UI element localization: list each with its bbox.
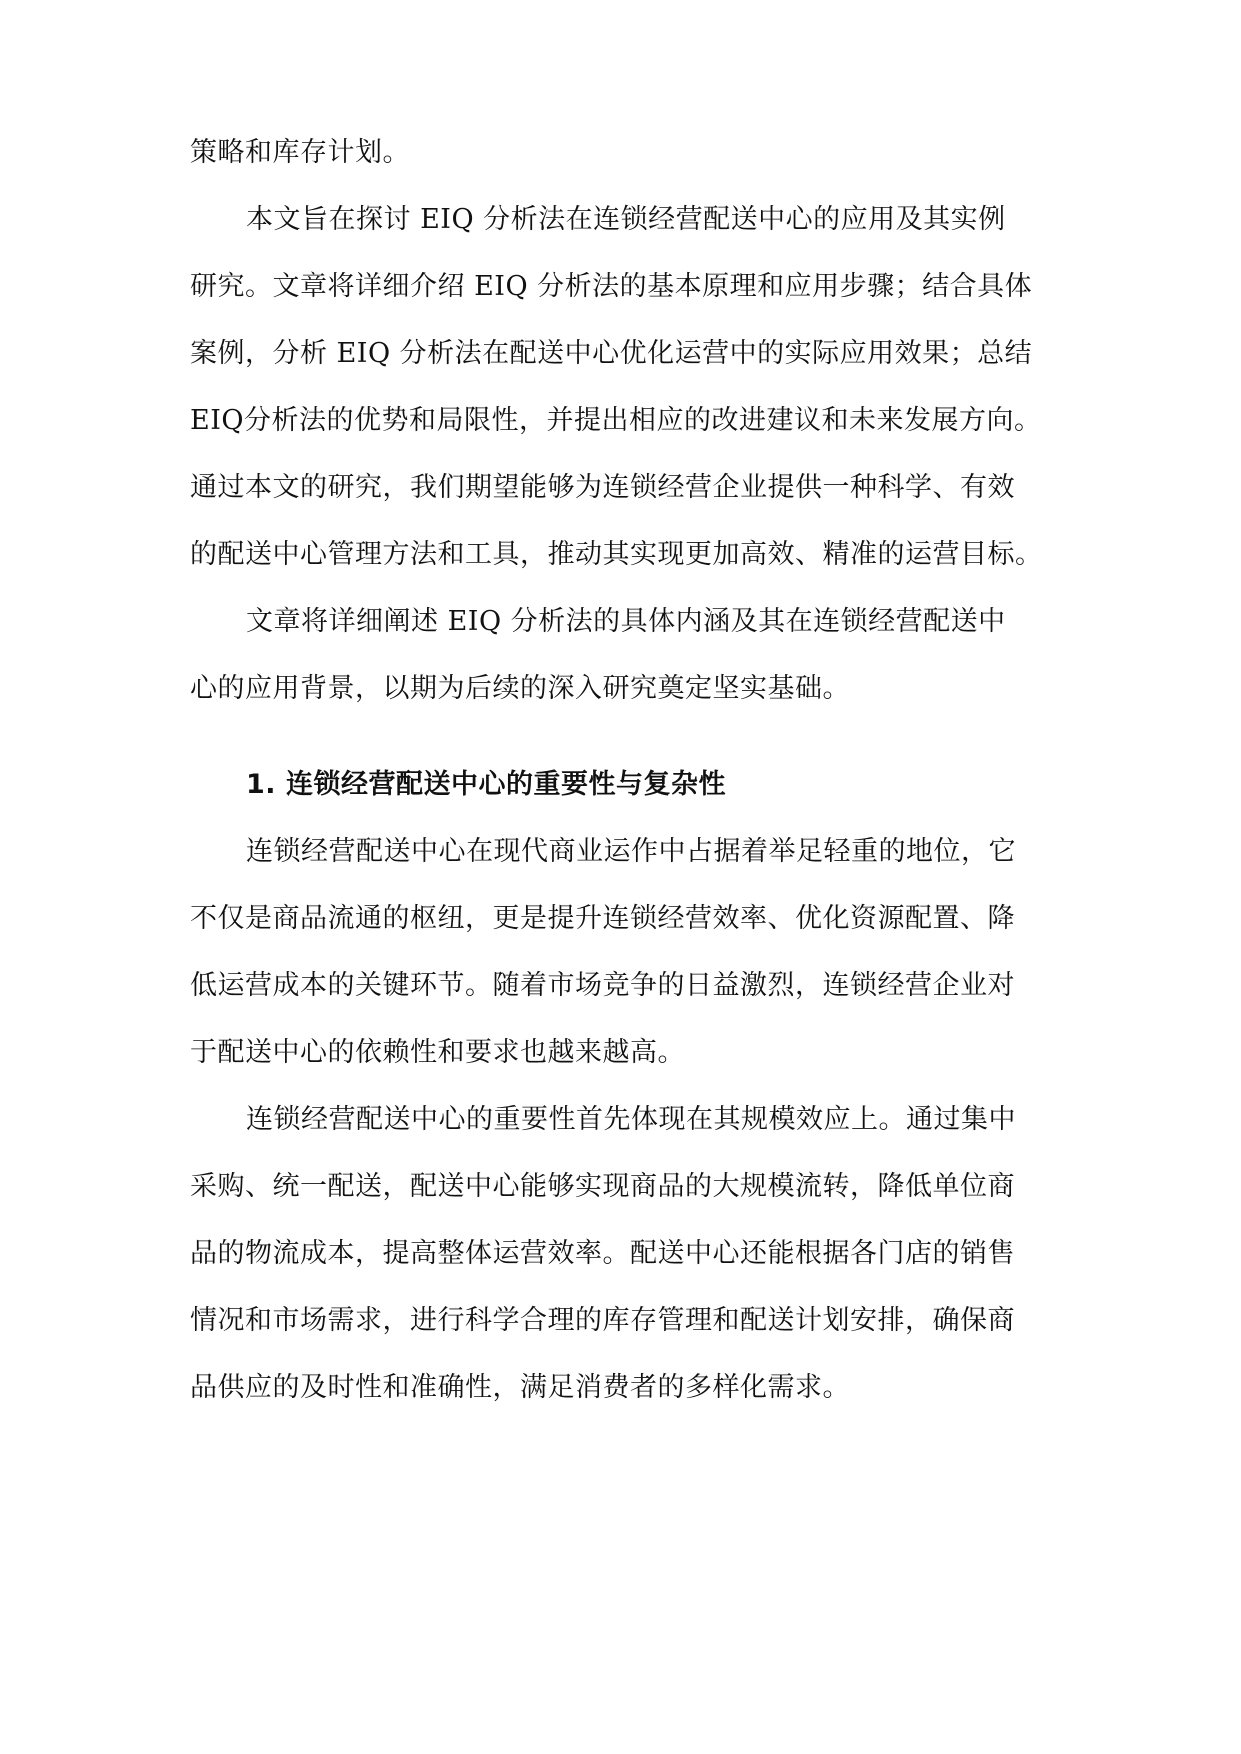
paragraph-line: 情况和市场需求，进行科学合理的库存管理和配送计划安排，确保商 xyxy=(190,1305,1015,1336)
paragraph-line: 连锁经营配送中心的重要性首先体现在其规模效应上。通过集中 xyxy=(246,1104,1016,1135)
paragraph-line: 通过本文的研究，我们期望能够为连锁经营企业提供一种科学、有效 xyxy=(190,472,1015,503)
paragraph-line: 品供应的及时性和准确性，满足消费者的多样化需求。 xyxy=(190,1372,850,1403)
paragraph-line: EIQ分析法的优势和局限性，并提出相应的改进建议和未来发展方向。 xyxy=(190,405,1042,436)
paragraph-line: 策略和库存计划。 xyxy=(190,137,410,168)
paragraph-line: 的配送中心管理方法和工具，推动其实现更加高效、精准的运营目标。 xyxy=(190,539,1043,570)
paragraph-line: 研究。文章将详细介绍 EIQ 分析法的基本原理和应用步骤；结合具体 xyxy=(190,271,1033,302)
paragraph-line: 案例，分析 EIQ 分析法在配送中心优化运营中的实际应用效果；总结 xyxy=(190,338,1033,369)
paragraph-line: 文章将详细阐述 EIQ 分析法的具体内涵及其在连锁经营配送中 xyxy=(246,606,1006,637)
paragraph-line: 于配送中心的依赖性和要求也越来越高。 xyxy=(190,1037,685,1068)
paragraph-line: 心的应用背景，以期为后续的深入研究奠定坚实基础。 xyxy=(190,673,850,704)
paragraph-line: 品的物流成本，提高整体运营效率。配送中心还能根据各门店的销售 xyxy=(190,1238,1015,1269)
paragraph-line: 本文旨在探讨 EIQ 分析法在连锁经营配送中心的应用及其实例 xyxy=(246,204,1006,235)
section-heading: 1. 连锁经营配送中心的重要性与复杂性 xyxy=(246,769,726,800)
paragraph-line: 采购、统一配送，配送中心能够实现商品的大规模流转，降低单位商 xyxy=(190,1171,1015,1202)
paragraph-line: 不仅是商品流通的枢纽，更是提升连锁经营效率、优化资源配置、降 xyxy=(190,903,1015,934)
paragraph-line: 连锁经营配送中心在现代商业运作中占据着举足轻重的地位，它 xyxy=(246,836,1016,867)
paragraph-line: 低运营成本的关键环节。随着市场竞争的日益激烈，连锁经营企业对 xyxy=(190,970,1015,1001)
